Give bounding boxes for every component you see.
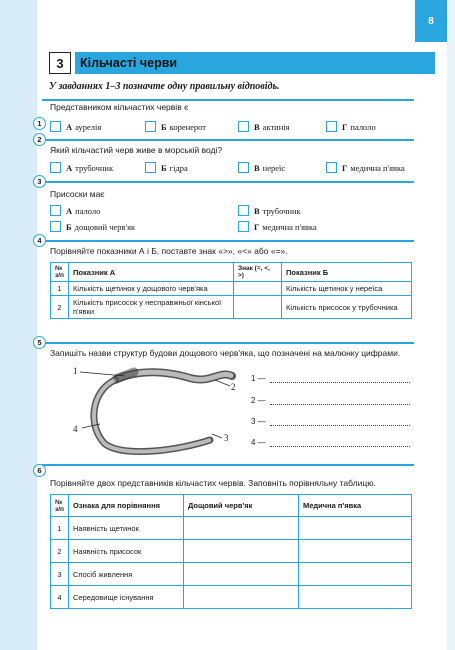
task-divider [42, 342, 414, 344]
table-header-row: № з/п Показник А Знак (=, <, >) Показник Б [51, 263, 412, 282]
task-number: 2 [33, 133, 46, 146]
checkbox[interactable] [145, 121, 156, 132]
checkbox[interactable] [238, 162, 249, 173]
task-2-option-a[interactable]: А трубочник [50, 162, 113, 173]
task-2-option-d[interactable]: Г медична п'явка [326, 162, 405, 173]
task-6-question: Порівняйте двох представників кільчастих червів. Заповніть порівняльну таблицю. [50, 478, 376, 488]
checkbox[interactable] [238, 205, 249, 216]
comparison-table-signs [50, 262, 412, 319]
task-3-question: Присоски має [50, 189, 105, 199]
table-row: 2 Кількість присосок у несправжньої кінської п'явки Кількість присосок у трубочника [51, 296, 412, 319]
task-1-option-b[interactable]: Б коренерот [145, 121, 206, 132]
answer-cell[interactable] [184, 517, 299, 540]
task-number: 6 [33, 464, 46, 477]
task-1-option-c[interactable]: В актинія [238, 121, 290, 132]
section-title: Кільчасті черви [75, 52, 435, 74]
checkbox[interactable] [50, 121, 61, 132]
right-margin-strip [447, 0, 455, 650]
task-3-option-d[interactable]: Г медична п'явка [238, 221, 317, 232]
checkbox[interactable] [50, 221, 61, 232]
task-2-option-c[interactable]: В нереїс [238, 162, 285, 173]
table-header-row: № з/п Ознака для порівняння Дощовий черв'як Медична п'явка [51, 495, 412, 517]
task-number: 4 [33, 234, 46, 247]
task-divider [42, 240, 414, 242]
table-row: 4 Середовище існування [51, 586, 412, 609]
diagram-label-2: 2 [231, 382, 236, 392]
task-3-option-c[interactable]: В трубочник [238, 205, 301, 216]
diagram-label-3: 3 [224, 433, 229, 443]
task-3-option-a[interactable]: А палоло [50, 205, 100, 216]
checkbox[interactable] [326, 162, 337, 173]
answer-cell[interactable] [299, 586, 412, 609]
table-row: 1 Кількість щетинок у дощового черв'яка Кількість щетинок у нереїса [51, 282, 412, 296]
answer-cell[interactable] [299, 563, 412, 586]
answer-cell[interactable] [299, 517, 412, 540]
checkbox[interactable] [238, 221, 249, 232]
table-row: 2 Наявність присосок [51, 540, 412, 563]
table-row: 3 Спосіб живлення [51, 563, 412, 586]
diagram-label-4: 4 [73, 424, 78, 434]
checkbox[interactable] [145, 162, 156, 173]
task-2-option-b[interactable]: Б гідра [145, 162, 188, 173]
checkbox[interactable] [238, 121, 249, 132]
task-divider [42, 139, 414, 141]
answer-cell[interactable] [184, 586, 299, 609]
task-1-option-d[interactable]: Г палоло [326, 121, 376, 132]
task-5-question: Запишіть назви структур будови дощового черв'яка, що позначені на малюнку цифрами. [50, 348, 401, 358]
task-number: 5 [33, 336, 46, 349]
task-2-question: Який кільчастий черв живе в морській воді? [50, 145, 223, 155]
task-number: 1 [33, 117, 46, 130]
task-1-option-a[interactable]: А аурелія [50, 121, 101, 132]
comparison-table-worms [50, 494, 412, 609]
checkbox[interactable] [50, 205, 61, 216]
earthworm-illustration [60, 362, 250, 462]
answer-cell[interactable] [299, 540, 412, 563]
task-divider [42, 99, 414, 101]
task-3-option-b[interactable]: Б дощовий черв'як [50, 221, 135, 232]
sign-input-cell[interactable] [234, 282, 282, 296]
table-row: 1 Наявність щетинок [51, 517, 412, 540]
page-number: 8 [415, 0, 447, 42]
answer-cell[interactable] [184, 563, 299, 586]
answer-line-4[interactable]: 4 — [251, 438, 410, 447]
task-divider [42, 181, 414, 183]
sign-input-cell[interactable] [234, 296, 282, 319]
checkbox[interactable] [50, 162, 61, 173]
answer-cell[interactable] [184, 540, 299, 563]
diagram-label-1: 1 [73, 366, 78, 376]
task-1-question: Представником кільчастих червів є [50, 102, 189, 112]
left-margin-bar [0, 0, 37, 650]
instruction-text: У завданнях 1–3 позначте одну правильну відповідь. [49, 81, 280, 92]
checkbox[interactable] [326, 121, 337, 132]
task-divider [42, 464, 414, 466]
section-heading [49, 52, 435, 74]
section-number: 3 [49, 52, 71, 74]
answer-line-1[interactable]: 1 — [251, 374, 410, 383]
answer-line-2[interactable]: 2 — [251, 396, 410, 405]
task-number: 3 [33, 175, 46, 188]
task-4-question: Порівняйте показники А і Б, поставте знак «>», «<» або «=». [50, 246, 288, 256]
answer-line-3[interactable]: 3 — [251, 417, 410, 426]
